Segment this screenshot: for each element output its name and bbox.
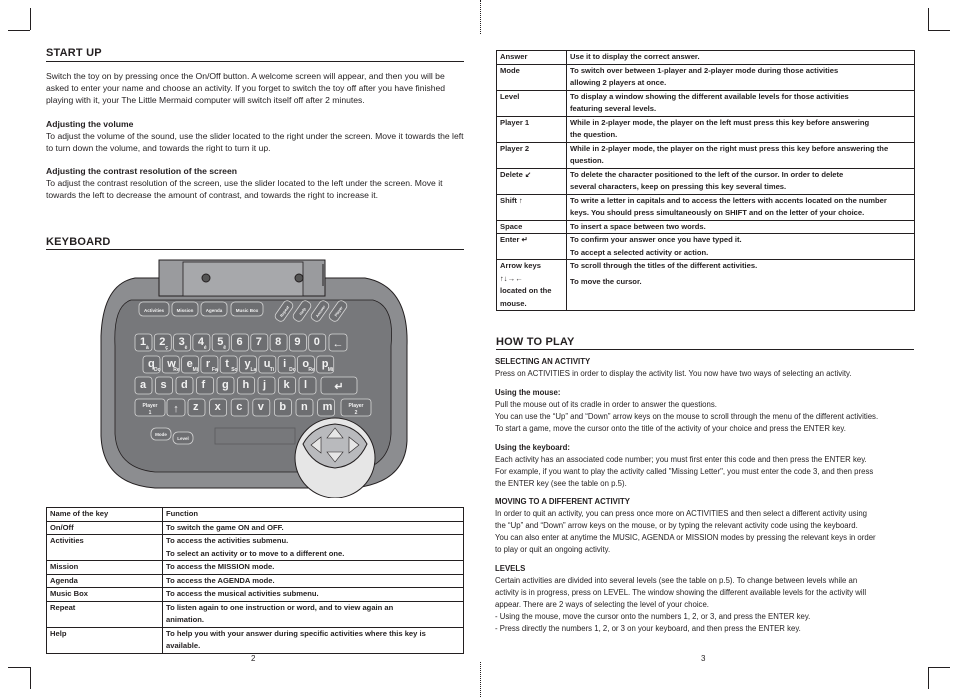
key-function-cell bbox=[163, 588, 464, 602]
letter-key-label: q bbox=[148, 358, 155, 370]
key-name: Enter bbox=[500, 235, 520, 244]
function-line: the question. bbox=[570, 130, 618, 139]
text-line: In order to quit an activity, you can press once more on ACTIVITIES and then select a different activity using bbox=[495, 509, 867, 518]
key-function-cell bbox=[567, 234, 915, 260]
table-header-cell: Name of the key bbox=[47, 508, 163, 522]
letter-key-sublabel: Re bbox=[308, 367, 315, 373]
letter-key-label: j bbox=[263, 379, 267, 391]
number-key-label: 7 bbox=[255, 336, 262, 348]
letter-key-label: x bbox=[214, 401, 221, 413]
letter-key-label: i bbox=[283, 358, 287, 370]
text-line: Pull the mouse out of its cradle in order to answer the questions. bbox=[495, 400, 717, 409]
key-function-cell bbox=[567, 168, 915, 194]
key-function-cell bbox=[163, 627, 464, 653]
function-line: To confirm your answer once you have typed it. bbox=[570, 235, 742, 244]
letter-key-label: o bbox=[302, 358, 310, 370]
letter-key-label: y bbox=[244, 358, 251, 370]
crop-mark bbox=[8, 667, 30, 668]
text-line: to play or quit an ongoing activity. bbox=[495, 545, 611, 554]
function-line: featuring several levels. bbox=[570, 104, 657, 113]
table-row bbox=[47, 561, 464, 575]
function-line: question. bbox=[570, 156, 604, 165]
function-line: several characters, keep on pressing this key several times. bbox=[570, 182, 787, 191]
letter-key-label: l bbox=[304, 379, 308, 391]
number-key-sublabel: è bbox=[184, 345, 188, 351]
number-key-label: 2 bbox=[159, 336, 166, 348]
arrow-keys-icon: ↑↓→← bbox=[500, 273, 523, 283]
player2-key-label: Player bbox=[348, 403, 364, 409]
number-key-sublabel: é bbox=[203, 345, 207, 351]
letter-key-label: n bbox=[301, 401, 308, 413]
key-function-cell bbox=[163, 535, 464, 561]
number-key-label: 1 bbox=[140, 336, 147, 348]
key-name: Level bbox=[500, 91, 520, 101]
number-key-label: 4 bbox=[197, 336, 205, 348]
letter-key-label: g bbox=[222, 379, 229, 391]
moving-text bbox=[495, 508, 920, 556]
function-line: To access the activities submenu. bbox=[166, 536, 289, 545]
key-function-cell bbox=[163, 561, 464, 575]
moving-heading: MOVING TO A DIFFERENT ACTIVITY bbox=[495, 497, 631, 506]
function-line: To delete the character positioned to the left of the cursor. In order to delete bbox=[570, 169, 844, 179]
crop-mark bbox=[928, 667, 950, 668]
table-header-cell: Function bbox=[163, 508, 464, 522]
delete-key-icon: ← bbox=[332, 338, 344, 350]
table-row bbox=[497, 142, 915, 168]
text-line: You can also enter at anytime the MUSIC, AGENDA or MISSION modes by pressing the relevant keys in order bbox=[495, 533, 876, 542]
function-line: allowing 2 players at once. bbox=[570, 78, 667, 87]
key-name-sub: located on the bbox=[500, 286, 552, 295]
top-key-label: Activities bbox=[143, 308, 165, 313]
table-row bbox=[47, 521, 464, 535]
table-row bbox=[47, 535, 464, 561]
text-line: To start a game, move the cursor onto the title of the activity of your choice and press the ENTER key. bbox=[495, 424, 846, 433]
text-line: Certain activities are divided into several levels (see the table on p.5). To change between levels while an bbox=[495, 576, 858, 585]
function-line: To select an activity or to move to a different one. bbox=[166, 548, 345, 558]
mode-key-label: Mode bbox=[155, 432, 167, 437]
volume-heading: Adjusting the volume bbox=[46, 119, 134, 129]
letter-key-label: t bbox=[225, 358, 229, 370]
letter-key-label: b bbox=[279, 401, 287, 413]
letter-key bbox=[258, 377, 275, 394]
side-key-label: Help bbox=[298, 307, 307, 317]
table-row bbox=[497, 194, 915, 220]
letter-key-label: v bbox=[257, 401, 264, 413]
key-name: Answer bbox=[500, 52, 528, 61]
fold-line bbox=[480, 662, 481, 697]
text-line: You can use the “Up” and “Down” arrow keys on the mouse to scroll through the menu of the different activities. bbox=[495, 412, 879, 421]
key-function-cell bbox=[567, 116, 915, 142]
table-row bbox=[497, 116, 915, 142]
letter-key-sublabel: Mi bbox=[192, 367, 199, 373]
number-key-label: 5 bbox=[217, 336, 224, 348]
text-line: - Press directly the numbers 1, 2, or 3 on your keyboard, and then press the ENTER key. bbox=[495, 624, 801, 633]
crop-mark bbox=[30, 8, 31, 30]
letter-key-label: p bbox=[321, 358, 329, 370]
function-line: To access the AGENDA mode. bbox=[166, 575, 275, 585]
top-key-label: Mission bbox=[176, 308, 194, 313]
key-function-cell bbox=[567, 51, 915, 65]
number-key-sublabel: à bbox=[146, 345, 149, 351]
table-row bbox=[497, 90, 915, 116]
letter-key-sublabel: Ti bbox=[269, 367, 275, 373]
function-line: To switch over between 1-player and 2-player mode during those activities bbox=[570, 65, 839, 75]
key-name-cell: Activities bbox=[47, 535, 163, 561]
function-line: To write a letter in capitals and to access the letters with accents located on the number bbox=[570, 195, 887, 205]
key-name-cell: Help bbox=[47, 627, 163, 653]
key-function-cell bbox=[567, 220, 915, 234]
letter-key-sublabel: Do bbox=[289, 367, 296, 373]
text-line: activity is in progress, press on LEVEL. The window showing the different available levels for the activity will bbox=[495, 588, 867, 597]
mouse-text bbox=[495, 399, 920, 435]
top-key-label: Agenda bbox=[205, 308, 223, 313]
levels-text bbox=[495, 575, 920, 635]
mouse-heading: Using the mouse: bbox=[495, 388, 561, 397]
function-line: To access the MISSION mode. bbox=[166, 562, 275, 571]
function-line: To scroll through the titles of the different activities. bbox=[570, 261, 758, 270]
letter-key-sublabel: Mi bbox=[327, 367, 334, 373]
letter-key-sublabel: So bbox=[231, 367, 238, 373]
table-row bbox=[47, 601, 464, 627]
enter-key-icon: ↵ bbox=[334, 381, 344, 393]
letter-key-sublabel: La bbox=[250, 367, 257, 373]
key-name-cell bbox=[497, 234, 567, 260]
crop-mark bbox=[8, 30, 30, 31]
crop-mark bbox=[928, 667, 929, 689]
table-row bbox=[47, 627, 464, 653]
number-key-sublabel: ê bbox=[223, 345, 226, 351]
shift-key-icon: ↑ bbox=[516, 195, 523, 205]
function-line: keys. You should press simultaneously on SHIFT and on the letter of your choice. bbox=[570, 208, 865, 217]
letter-key-label: r bbox=[205, 358, 211, 370]
function-line: To move the cursor. bbox=[570, 276, 642, 286]
letter-key-label: u bbox=[263, 358, 271, 370]
key-name: Player 2 bbox=[500, 143, 530, 153]
function-line: To access the musical activities submenu. bbox=[166, 589, 319, 598]
key-name: Player 1 bbox=[500, 117, 530, 127]
number-key-sublabel: ç bbox=[165, 345, 169, 351]
number-key-label: 3 bbox=[178, 336, 185, 348]
letter-key-sublabel: Do bbox=[154, 367, 161, 373]
text-line: Each activity has an associated code number; you must first enter this code and then press the ENTER key. bbox=[495, 455, 867, 464]
top-key-label: Music Box bbox=[235, 308, 259, 313]
crop-mark bbox=[30, 667, 31, 689]
number-key-label: 9 bbox=[294, 336, 301, 348]
table-row bbox=[497, 51, 915, 65]
key-name: Mode bbox=[500, 65, 520, 75]
function-line: To accept a selected activity or action. bbox=[570, 247, 709, 257]
key-name-cell bbox=[497, 51, 567, 65]
key-name-cell bbox=[497, 142, 567, 168]
letter-key-label: d bbox=[181, 379, 188, 391]
letter-key-label: f bbox=[201, 379, 206, 391]
function-line: To listen again to one instruction or word, and to view again an bbox=[166, 602, 394, 612]
text-line: appear. There are 2 ways of selecting the level of your choice. bbox=[495, 600, 709, 609]
enter-key-icon: ↵ bbox=[519, 235, 528, 244]
table-row bbox=[497, 260, 915, 311]
letter-key-label: m bbox=[322, 401, 333, 413]
key-function-cell bbox=[567, 142, 915, 168]
key-name: Arrow keys bbox=[500, 261, 541, 270]
keyboard-heading: KEYBOARD bbox=[46, 236, 111, 248]
table-row bbox=[497, 64, 915, 90]
start-up-intro: Switch the toy on by pressing once the On/Off button. A welcome screen will appear, and then you will be asked to enter your name and choose an activity. If you forget to switch the toy off after you have finished playing with it, your The Little Mermaid computer will switch itself off after 2 minutes. bbox=[46, 71, 446, 105]
table-row bbox=[47, 574, 464, 588]
key-function-cell bbox=[163, 601, 464, 627]
function-line: To help you with your answer during specific activities where this key is bbox=[166, 628, 426, 638]
key-function-table-left bbox=[46, 507, 464, 654]
page-number: 3 bbox=[701, 654, 706, 663]
contrast-heading: Adjusting the contrast resolution of the screen bbox=[46, 166, 237, 176]
key-function-cell bbox=[567, 194, 915, 220]
side-key-label: Answer bbox=[315, 304, 327, 319]
heading-rule bbox=[46, 61, 464, 62]
function-line: To switch the game ON and OFF. bbox=[166, 522, 284, 532]
contrast-text: To adjust the contrast resolution of the screen, use the slider located to the left under the screen. Move it towards the left to decrease the amount of contrast, and towards the right to increase it. bbox=[46, 178, 443, 200]
levels-heading: LEVELS bbox=[495, 564, 526, 573]
key-name-cell: On/Off bbox=[47, 521, 163, 535]
key-name: Space bbox=[500, 221, 523, 231]
function-line: To display a window showing the different available levels for those activities bbox=[570, 91, 849, 101]
side-key-label: Repeat bbox=[279, 305, 291, 318]
table-row bbox=[47, 588, 464, 602]
player2-key-num: 2 bbox=[354, 410, 358, 416]
key-function-cell bbox=[567, 90, 915, 116]
key-function-cell bbox=[567, 64, 915, 90]
key-function-table-right bbox=[496, 50, 915, 311]
selecting-text: Press on ACTIVITIES in order to display the activity list. You now have two ways of selecting an activity. bbox=[495, 369, 852, 378]
letter-key-label: e bbox=[186, 358, 193, 370]
key-name: Delete bbox=[500, 169, 523, 179]
table-row bbox=[497, 220, 915, 234]
letter-key bbox=[299, 377, 316, 394]
function-line: available. bbox=[166, 641, 201, 650]
keyboard-illustration bbox=[95, 256, 415, 498]
function-line: animation. bbox=[166, 615, 204, 624]
table-row bbox=[497, 168, 915, 194]
text-line: - Using the mouse, move the cursor onto the numbers 1, 2, or 3, and press the ENTER key. bbox=[495, 612, 811, 621]
key-name-cell bbox=[497, 64, 567, 90]
key-name: Shift bbox=[500, 195, 517, 205]
letter-key-label: w bbox=[167, 358, 176, 370]
key-name-cell bbox=[497, 260, 567, 311]
key-name-cell bbox=[497, 168, 567, 194]
start-up-heading: START UP bbox=[46, 47, 102, 59]
keyboard-usage-text bbox=[495, 454, 920, 490]
key-name-sub: mouse. bbox=[500, 298, 527, 308]
heading-rule bbox=[496, 349, 914, 350]
letter-key-label: s bbox=[160, 379, 167, 391]
table-header-row bbox=[47, 508, 464, 522]
letter-key-sublabel: Fa bbox=[211, 367, 218, 373]
heading-rule bbox=[46, 249, 464, 250]
fold-line bbox=[480, 0, 481, 34]
crop-mark bbox=[928, 30, 950, 31]
text-line: the “Up” and “Down” arrow keys on the mouse, or by typing the relevant activity code using the keyboard. bbox=[495, 521, 858, 530]
shift-key-icon: ↑ bbox=[173, 403, 179, 415]
table-row bbox=[497, 234, 915, 260]
level-key-label: Level bbox=[177, 436, 189, 441]
letter-key-sublabel: Re bbox=[173, 367, 180, 373]
letter-key-label: z bbox=[193, 401, 199, 413]
key-name-cell: Mission bbox=[47, 561, 163, 575]
page-number: 2 bbox=[251, 654, 256, 663]
key-name-cell: Repeat bbox=[47, 601, 163, 627]
keyboard-usage-heading: Using the keyboard: bbox=[495, 443, 570, 452]
player1-key-label: Player bbox=[142, 403, 158, 409]
text-line: For example, if you want to play the activity called "Missing Letter", you must enter the code 3, and then press bbox=[495, 467, 874, 476]
function-line: While in 2-player mode, the player on the left must press this key before answering bbox=[570, 117, 870, 127]
letter-key-label: k bbox=[283, 379, 290, 391]
function-line: While in 2-player mode, the player on the right must press this key before answering the bbox=[570, 143, 889, 153]
key-name-cell: Agenda bbox=[47, 574, 163, 588]
letter-key-label: h bbox=[242, 379, 250, 391]
text-line: the ENTER key (see the table on p.5). bbox=[495, 479, 627, 488]
function-line: Use it to display the correct answer. bbox=[570, 52, 700, 61]
side-key-label: Player bbox=[333, 305, 344, 318]
key-function-cell bbox=[163, 521, 464, 535]
delete-key-icon: ↙ bbox=[522, 169, 532, 179]
key-name-cell bbox=[497, 220, 567, 234]
key-name-cell bbox=[497, 90, 567, 116]
number-key-label: 6 bbox=[236, 336, 243, 348]
key-function-cell bbox=[163, 574, 464, 588]
letter-key-label: a bbox=[140, 379, 147, 391]
how-to-play-heading: HOW TO PLAY bbox=[496, 336, 575, 348]
number-key-label: 0 bbox=[313, 336, 320, 348]
key-function-cell bbox=[567, 260, 915, 311]
number-key-label: 8 bbox=[275, 336, 282, 348]
function-line: To insert a space between two words. bbox=[570, 221, 706, 231]
volume-text: To adjust the volume of the sound, use the slider located to the right under the screen. Move it towards the left to turn down the volume, and towards the right to turn it up. bbox=[46, 131, 464, 153]
key-name-cell bbox=[497, 194, 567, 220]
selecting-heading: SELECTING AN ACTIVITY bbox=[495, 357, 591, 366]
key-name-cell bbox=[497, 116, 567, 142]
crop-mark bbox=[928, 8, 929, 30]
player1-key-num: 1 bbox=[148, 410, 152, 416]
key-name-cell: Music Box bbox=[47, 588, 163, 602]
letter-key-label: c bbox=[236, 401, 243, 413]
